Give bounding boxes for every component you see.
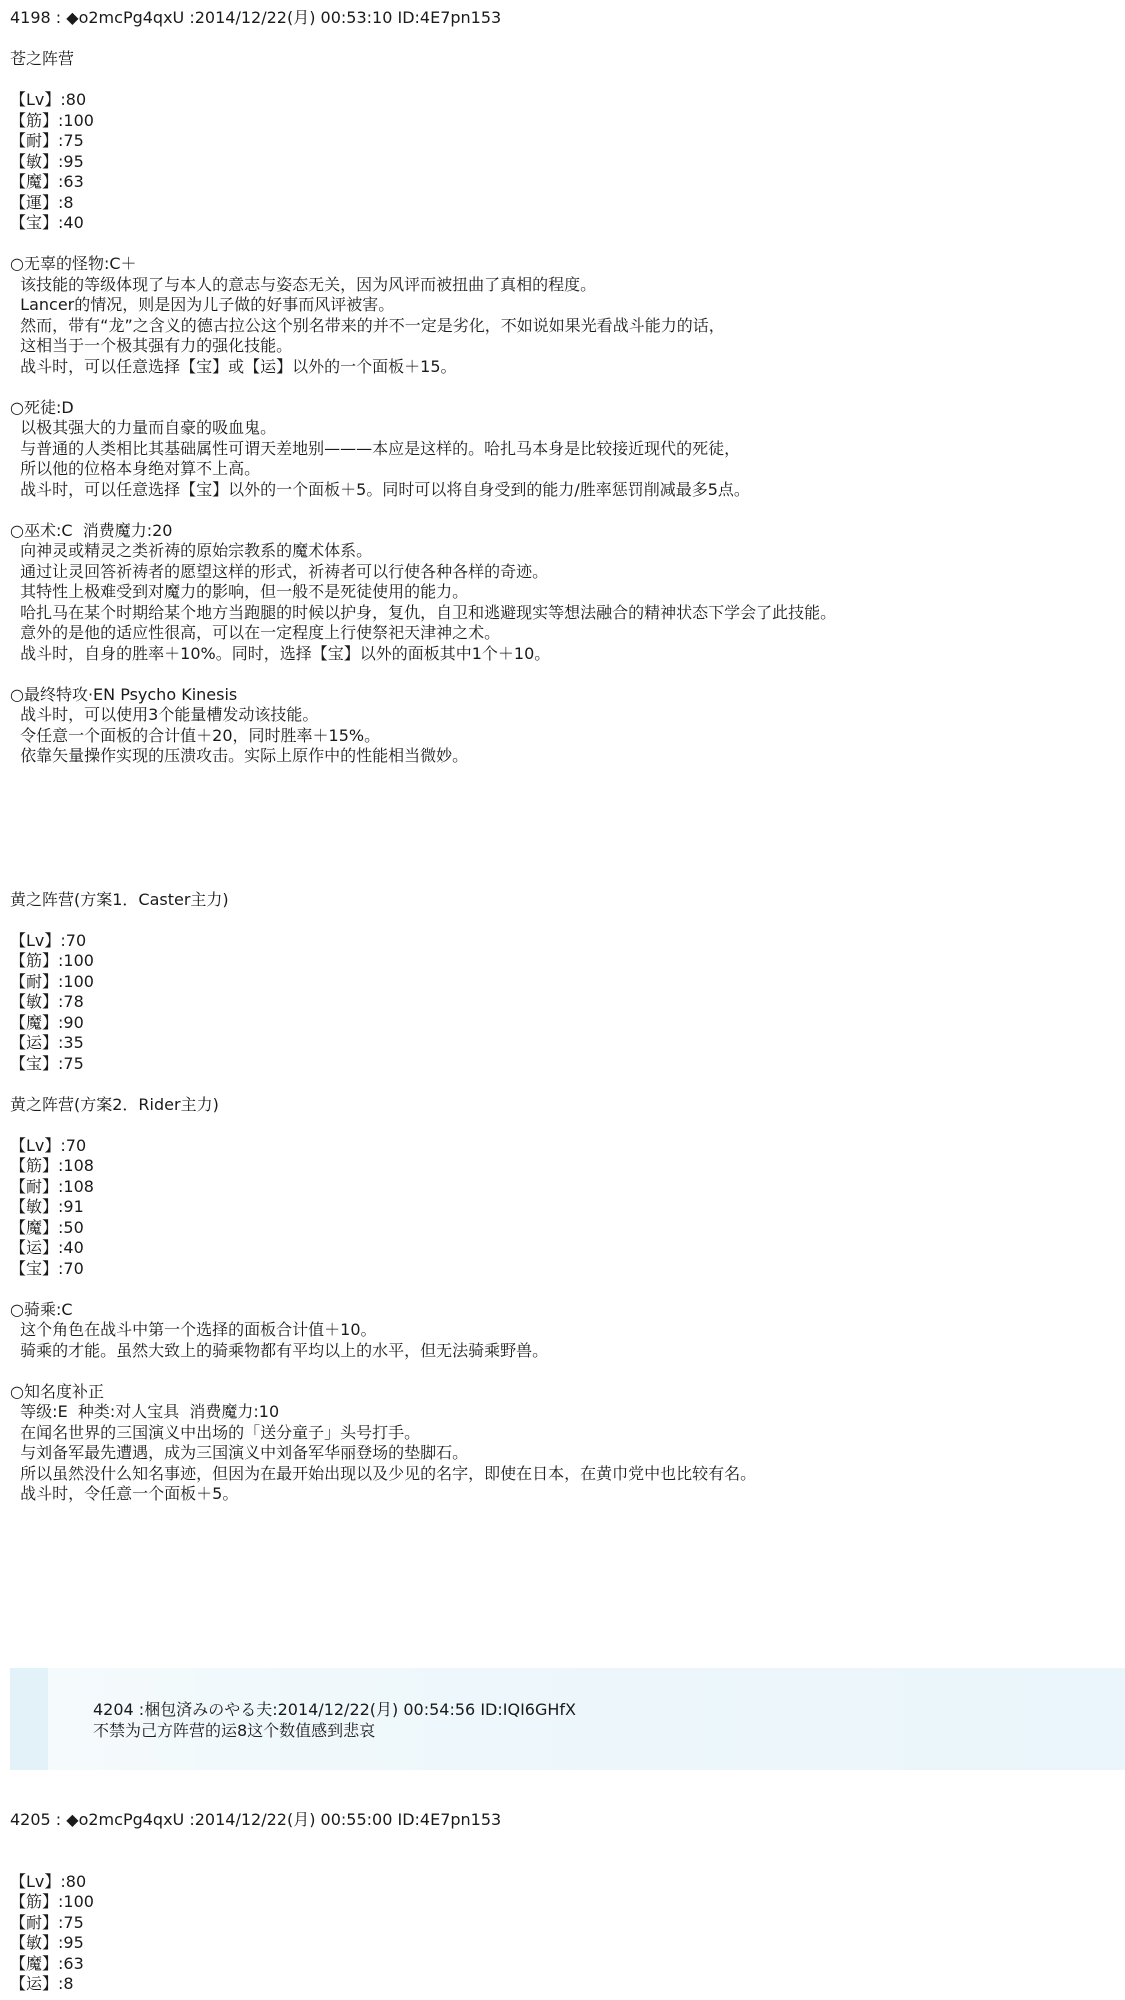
post-line xyxy=(10,1831,1115,1852)
post-line xyxy=(10,828,1115,849)
post-line: 【耐】:108 xyxy=(10,1176,94,1196)
post-line: 在闻名世界的三国演义中出场的「送分童子」头号打手。 xyxy=(10,1422,421,1442)
post-line xyxy=(10,767,1115,788)
reply-header: 4204 :梱包済みのやる夫:2014/12/22(月) 00:54:56 ID:IQI6GHfX xyxy=(93,1700,576,1719)
post-line: 【耐】:75 xyxy=(10,1912,84,1932)
post-line: 哈扎马在某个时期给某个地方当跑腿的时候以护身，复仇，自卫和逃避现实等想法融合的精神状态下学会了此技能。 xyxy=(10,602,837,622)
post-line: ○最终特攻·EN Psycho Kinesis xyxy=(10,684,238,704)
post-line: 等级:E 种类:对人宝具 消费魔力:10 xyxy=(10,1402,280,1421)
post-line: 【運】:8 xyxy=(10,192,74,212)
post-line: 【Lv】:80 xyxy=(10,1871,87,1891)
post-line xyxy=(10,70,1115,91)
post-line: Lancer的情况，则是因为儿子做的好事而风评被害。 xyxy=(10,295,395,314)
post-line: ○骑乘:C xyxy=(10,1299,73,1319)
post-line xyxy=(10,500,1115,521)
post-line: 【筋】:100 xyxy=(10,110,94,130)
post-line: 战斗时，可以使用3个能量槽发动该技能。 xyxy=(10,705,319,724)
post-line: 【耐】:100 xyxy=(10,971,94,991)
post-line: ○知名度补正 xyxy=(10,1381,104,1401)
post-line: 依靠矢量操作实现的压溃攻击。实际上原作中的性能相当微妙。 xyxy=(10,746,469,765)
post-line: 通过让灵回答祈祷者的愿望这样的形式，祈祷者可以行使各种各样的奇迹。 xyxy=(10,561,549,581)
post-body xyxy=(10,29,1115,1505)
post-line xyxy=(10,808,1115,829)
post-line: ○死徒:D xyxy=(10,397,74,417)
post-4198 xyxy=(10,8,1115,1505)
post-line xyxy=(10,664,1115,685)
post-line: 【魔】:50 xyxy=(10,1217,84,1237)
post-line: 【敏】:78 xyxy=(10,992,84,1011)
post-line: 【运】:40 xyxy=(10,1238,84,1257)
post-line: 与刘备军最先遭遇，成为三国演义中刘备军华丽登场的垫脚石。 xyxy=(10,1443,469,1462)
post-line: 黄之阵营(方案1．Caster主力) xyxy=(10,889,229,909)
post-line: 【Lv】:80 xyxy=(10,90,87,109)
post-line xyxy=(10,787,1115,808)
post-4205 xyxy=(10,1810,1115,1995)
post-line: 与普通的人类相比其基础属性可谓天差地别———本应是这样的。哈扎马本身是比较接近现代的死徒， xyxy=(10,438,741,458)
post-line xyxy=(10,869,1115,890)
post-line: ○巫术:C 消费魔力:20 xyxy=(10,520,173,540)
post-line xyxy=(10,849,1115,870)
reply-quote-strip xyxy=(10,1668,48,1770)
post-line xyxy=(10,1074,1115,1095)
post-line: 其特性上极难受到对魔力的影响，但一般不是死徒使用的能力。 xyxy=(10,582,469,601)
post-line xyxy=(10,1115,1115,1136)
post-line: 【运】:35 xyxy=(10,1033,84,1052)
post-line: 这个角色在战斗中第一个选择的面板合计值＋10。 xyxy=(10,1320,377,1339)
post-line: 【宝】:40 xyxy=(10,213,84,232)
post-line: 【魔】:90 xyxy=(10,1012,84,1032)
post-line xyxy=(10,910,1115,931)
post-line: 【运】:8 xyxy=(10,1974,74,1993)
reply-body: 不禁为己方阵营的运8这个数值感到悲哀 xyxy=(93,1720,376,1740)
post-line: 【筋】:100 xyxy=(10,951,94,970)
post-line xyxy=(10,234,1115,255)
post-line: 令任意一个面板的合计值＋20，同时胜率＋15%。 xyxy=(10,725,381,745)
post-line: 苍之阵营 xyxy=(10,49,75,68)
post-line: 黄之阵营(方案2．Rider主力) xyxy=(10,1094,219,1114)
post-line: 向神灵或精灵之类祈祷的原始宗教系的魔术体系。 xyxy=(10,541,373,560)
post-line: 【魔】:63 xyxy=(10,1953,84,1973)
post-body xyxy=(10,1831,1115,1995)
post-line: 【魔】:63 xyxy=(10,172,84,191)
post-line: 这相当于一个极其强有力的强化技能。 xyxy=(10,336,293,355)
post-line: 意外的是他的适应性很高，可以在一定程度上行使祭祀天津神之术。 xyxy=(10,623,501,642)
post-line: 所以虽然没什么知名事迹，但因为在最开始出现以及少见的名字，即使在日本，在黄巾党中也比较有名。 xyxy=(10,1463,757,1483)
post-header: 4205 : ◆o2mcPg4qxU :2014/12/22(月) 00:55:00 ID:4E7pn153 xyxy=(10,1810,502,1829)
post-line: 骑乘的才能。虽然大致上的骑乘物都有平均以上的水平，但无法骑乘野兽。 xyxy=(10,1340,549,1360)
post-line xyxy=(10,1361,1115,1382)
post-line: 以极其强大的力量而自豪的吸血鬼。 xyxy=(10,418,277,437)
post-line: 【耐】:75 xyxy=(10,131,84,150)
post-line xyxy=(10,1851,1115,1872)
post-line: 【筋】:108 xyxy=(10,1156,94,1175)
post-line: 战斗时，自身的胜率＋10%。同时，选择【宝】以外的面板其中1个＋10。 xyxy=(10,643,551,663)
post-line: 【宝】:75 xyxy=(10,1053,84,1073)
post-line: 【敏】:95 xyxy=(10,1933,84,1952)
post-line: 【宝】:70 xyxy=(10,1258,84,1278)
post-line: 【Lv】:70 xyxy=(10,930,87,950)
post-line: 战斗时，可以任意选择【宝】以外的一个面板＋5。同时可以将自身受到的能力/胜率惩罚削减最多5点。 xyxy=(10,479,750,499)
post-line xyxy=(10,29,1115,50)
post-line: 战斗时，令任意一个面板＋5。 xyxy=(10,1484,239,1503)
post-line: 战斗时，可以任意选择【宝】或【运】以外的一个面板＋15。 xyxy=(10,356,457,376)
post-line: 该技能的等级体现了与本人的意志与姿态无关，因为风评而被扭曲了真相的程度。 xyxy=(10,274,597,294)
post-header: 4198 : ◆o2mcPg4qxU :2014/12/22(月) 00:53:10 ID:4E7pn153 xyxy=(10,8,502,27)
post-line: 【敏】:95 xyxy=(10,151,84,171)
post-line: 【筋】:100 xyxy=(10,1892,94,1911)
post-line xyxy=(10,1279,1115,1300)
post-line: 【Lv】:70 xyxy=(10,1135,87,1155)
post-line: 【敏】:91 xyxy=(10,1197,84,1216)
post-line: ○无辜的怪物:C＋ xyxy=(10,254,137,273)
post-line: 然而，带有“龙”之含义的德古拉公这个别名带来的并不一定是劣化，不如说如果光看战斗能力的话， xyxy=(10,315,725,335)
post-line: 所以他的位格本身绝对算不上高。 xyxy=(10,459,261,478)
post-line xyxy=(10,377,1115,398)
post-4204 xyxy=(93,1700,1093,1741)
